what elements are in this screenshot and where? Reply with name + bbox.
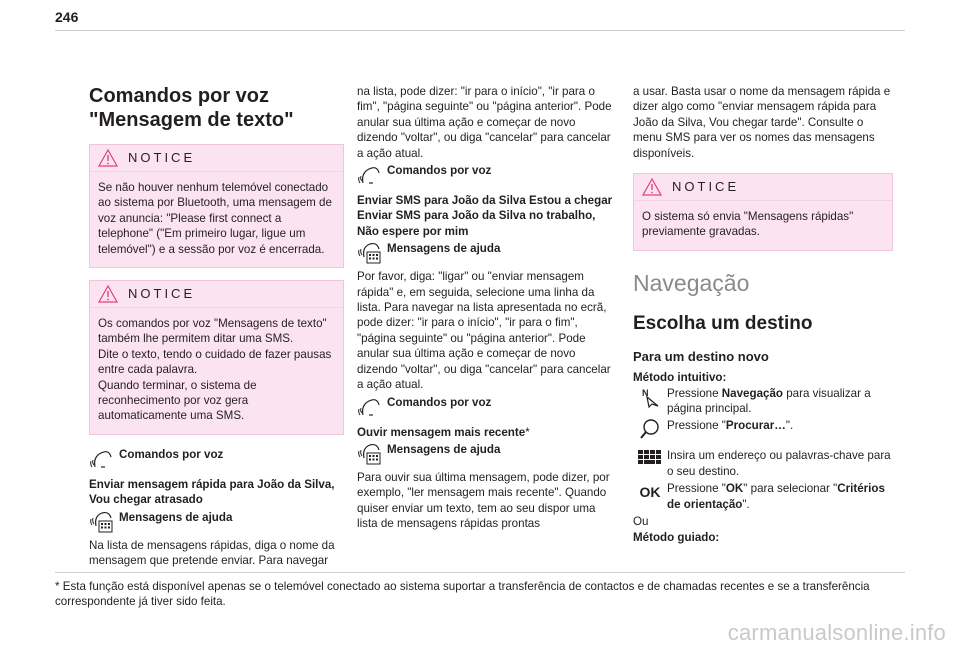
notice-header bbox=[90, 281, 343, 308]
help-messages-label: Mensagens de ajuda bbox=[387, 442, 501, 456]
navigation-text: na lista, pode dizer: "ir para o início", "ir para o fim", "página seguinte" ou "página anterior". Pode anular sua última ação e começar de novo dizendo "voltar", ou diga "cancelar" para cancelar a ação atual. bbox=[357, 85, 612, 160]
help-messages-label: Mensagens de ajuda bbox=[387, 242, 501, 256]
notice-text-2: Dite o texto, tendo o cuidado de fazer pausas entre cada palavra. bbox=[98, 347, 332, 377]
search-icon bbox=[639, 418, 661, 440]
step-text: Pressione bbox=[667, 386, 722, 400]
step-text: ". bbox=[742, 497, 750, 511]
step-keyboard-text: Insira um endereço ou palavras-chave para o seu destino. bbox=[667, 449, 891, 478]
notice-text: Se não houver nenhum telemóvel conectado ao sistema por Bluetooth, uma mensagem de voz anuncia: "Please first connect a telephone" ("Em primeiro lugar, ligue um telemóvel") e a sessão por voz é encerrada. bbox=[98, 181, 332, 256]
notice-header bbox=[634, 174, 892, 201]
column-1 bbox=[89, 84, 344, 569]
notice-box-dictation bbox=[89, 280, 344, 435]
method-intuitive-label: Método intuitivo: bbox=[633, 371, 727, 385]
title-line-1: Comandos por voz bbox=[89, 85, 270, 107]
warning-triangle-icon bbox=[98, 149, 118, 167]
column-2 bbox=[357, 84, 614, 532]
help-messages-icon bbox=[89, 510, 115, 534]
step-text: ". bbox=[785, 419, 794, 433]
warning-triangle-icon bbox=[98, 285, 118, 303]
help-messages-row bbox=[89, 510, 344, 534]
navigation-icon bbox=[639, 386, 661, 408]
voice-command-row bbox=[357, 163, 614, 187]
voice-command-label: Comandos por voz bbox=[119, 447, 224, 461]
voice-command-label: Comandos por voz bbox=[387, 395, 492, 409]
footnote-marker: * bbox=[525, 425, 530, 439]
title-line-2: "Mensagem de texto" bbox=[89, 109, 294, 131]
notice-header bbox=[90, 145, 343, 172]
watermark: carmanualsonline.info bbox=[727, 620, 946, 645]
help-text: Na lista de mensagens rápidas, diga o nome da mensagem que pretende enviar. Para navegar bbox=[89, 538, 335, 568]
notice-label: NOTICE bbox=[672, 179, 740, 195]
step-keyword: OK bbox=[725, 482, 744, 496]
voice-command-example-3 bbox=[357, 425, 614, 440]
subheading-new-destination: Para um destino novo bbox=[633, 348, 769, 364]
notice-label: NOTICE bbox=[128, 286, 196, 302]
voice-command-row bbox=[357, 395, 614, 419]
step-text: Pressione " bbox=[667, 419, 726, 433]
keyboard-icon bbox=[637, 448, 663, 468]
column-3 bbox=[633, 84, 893, 545]
voice-command-example-1: Enviar SMS para João da Silva Estou a chegar bbox=[357, 194, 613, 208]
help-messages-icon bbox=[357, 442, 383, 466]
voice-command-example-2: Enviar SMS para João da Silva no trabalho, Não espere por mim bbox=[357, 209, 596, 238]
footnote: * Esta função está disponível apenas se o telemóvel conectado ao sistema suportar a transferência de contactos e de chamadas recentes e se a transferência correspondente já tiver sido feita. bbox=[55, 580, 870, 609]
step-search bbox=[633, 418, 893, 440]
notice-box-quick-messages bbox=[633, 173, 893, 251]
step-ok-text bbox=[667, 481, 893, 512]
footnote-divider bbox=[55, 572, 905, 573]
help-messages-label: Mensagens de ajuda bbox=[119, 510, 233, 524]
voice-command-icon bbox=[89, 447, 115, 471]
heading-choose-destination: Escolha um destino bbox=[633, 312, 813, 334]
step-keyword: Critérios de orientação bbox=[667, 482, 885, 511]
step-keyword: Navegação bbox=[721, 386, 784, 400]
page-title bbox=[89, 84, 344, 132]
voice-command-example: Enviar mensagem rápida para João da Silva, Vou chegar atrasado bbox=[89, 477, 335, 507]
notice-text: O sistema só envia "Mensagens rápidas" previamente gravadas. bbox=[642, 210, 854, 239]
step-ok bbox=[633, 481, 893, 512]
step-text: para visualizar a página principal. bbox=[667, 386, 871, 416]
notice-box-bluetooth bbox=[89, 144, 344, 268]
step-text: " para selecionar " bbox=[743, 482, 838, 496]
voice-command-icon bbox=[357, 163, 383, 187]
ok-icon: OK bbox=[639, 484, 661, 501]
voice-command-label: Comandos por voz bbox=[387, 164, 492, 178]
voice-command-row bbox=[89, 447, 344, 471]
top-divider bbox=[55, 30, 905, 31]
help-messages-row bbox=[357, 442, 614, 466]
help-text: Para ouvir sua última mensagem, pode dizer, por exemplo, "ler mensagem mais recente". Quando quiser enviar um texto, tem ao seu dispor uma lista de mensagens rápidas prontas bbox=[357, 470, 610, 531]
or-label: Ou bbox=[633, 515, 649, 529]
step-search-text bbox=[667, 418, 893, 433]
step-keyboard bbox=[633, 448, 893, 479]
help-text: Por favor, diga: "ligar" ou "enviar mensagem rápida" e, em seguida, selecione uma linha da lista. Para navegar na lista apresentada no ecrã, pode dizer: "ir para o início", "ir para o fim", "página seguinte" ou "página anterior". Pode anular sua última ação e começar de novo dizendo "voltar", ou diga "cancelar" para cancelar a ação atual. bbox=[357, 270, 611, 392]
notice-label: NOTICE bbox=[128, 150, 196, 166]
voice-command-icon bbox=[357, 395, 383, 419]
section-title: Navegação bbox=[633, 269, 750, 296]
step-text: Pressione " bbox=[667, 482, 726, 496]
step-keyword: Procurar… bbox=[725, 419, 786, 433]
warning-triangle-icon bbox=[642, 178, 662, 196]
help-messages-icon bbox=[357, 241, 383, 265]
notice-text-3: Quando terminar, o sistema de reconhecimento por voz gera automaticamente uma SMS. bbox=[98, 378, 257, 423]
help-messages-row bbox=[357, 241, 614, 265]
svg-text:N: N bbox=[642, 387, 649, 398]
step-navigation-text bbox=[667, 386, 893, 417]
page-number: 246 bbox=[55, 9, 79, 25]
notice-text-1: Os comandos por voz "Mensagens de texto" também lhe permitem ditar uma SMS. bbox=[98, 317, 327, 346]
method-guided-label: Método guiado: bbox=[633, 530, 720, 544]
step-navigation bbox=[633, 386, 893, 417]
sms-text: a usar. Basta usar o nome da mensagem rápida e dizer algo como "enviar mensagem rápida para João da Silva, Vou chegar tarde". Consulte o menu SMS para ver os nomes das mensagens disponíveis. bbox=[633, 85, 891, 160]
voice-command-example-3-text: Ouvir mensagem mais recente bbox=[357, 425, 526, 439]
